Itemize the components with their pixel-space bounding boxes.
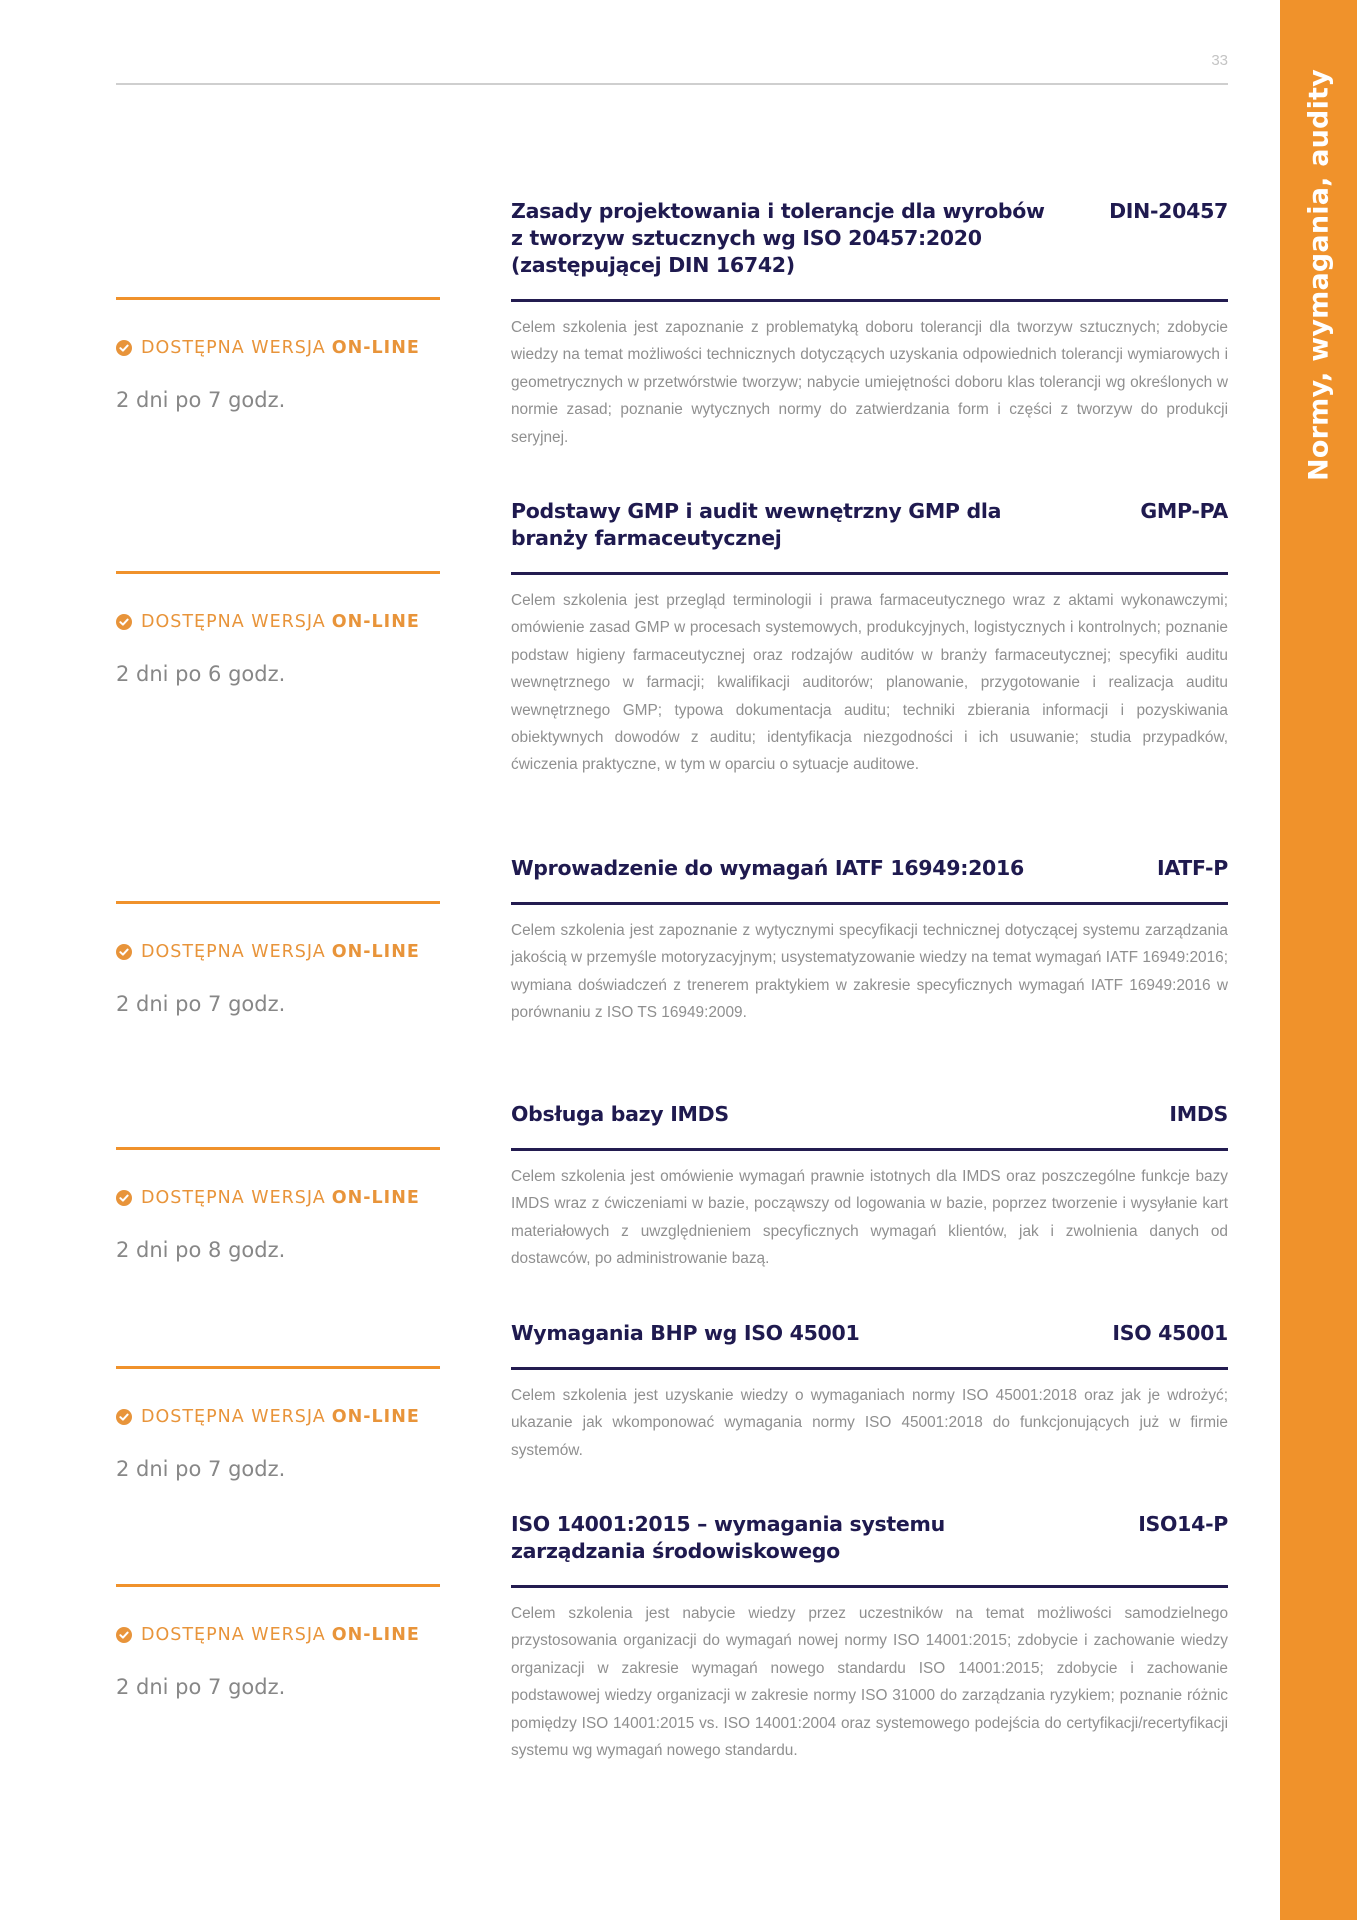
course-code: IATF-P xyxy=(1157,856,1228,880)
course-description: Celem szkolenia jest przegląd terminologii i prawa farmaceutycznego wraz z aktami wykonawczymi; omówienie zasad GMP w procesach systemowych, produkcyjnych, logistycznych i kontrolnych; poznanie podstaw higieny farmaceutycznej oraz rodzajów auditów w branży farmaceutycznej; specyfiki auditu wewnętrznego w farmacji; kwalifikacji auditorów; planowanie, przygotowanie i realizacja auditu wewnętrznego GMP; typowa dokumentacja auditu; techniki zbierania informacji i pozyskiwania obiektywnych dowodów z auditu; identyfikacja niezgodności i ich usuwanie; studia przypadków, ćwiczenia praktyczne, w tym w oparciu o sytuacje auditowe. xyxy=(511,592,1228,774)
title-divider xyxy=(511,299,1228,302)
course-code: DIN-20457 xyxy=(1109,199,1228,223)
course-duration: 2 dni po 6 godz. xyxy=(116,662,286,686)
online-label-emphasis: ON-LINE xyxy=(331,1407,420,1427)
course-code: GMP-PA xyxy=(1140,499,1228,523)
check-circle-icon xyxy=(116,1190,132,1206)
online-label-prefix: DOSTĘPNA WERSJA xyxy=(141,942,326,962)
title-divider xyxy=(511,1585,1228,1588)
course-duration: 2 dni po 8 godz. xyxy=(116,1238,286,1262)
course-title: Zasady projektowania i tolerancje dla wyrobów z tworzyw sztucznych wg ISO 20457:2020 (zastępującej DIN 16742) xyxy=(511,199,1045,277)
online-label-prefix: DOSTĘPNA WERSJA xyxy=(141,1625,326,1645)
online-availability xyxy=(116,612,440,632)
online-label-emphasis: ON-LINE xyxy=(331,338,420,358)
title-divider xyxy=(511,1148,1228,1151)
section-title: Normy, wymagania, audity xyxy=(1303,69,1335,481)
online-label-emphasis: ON-LINE xyxy=(331,942,420,962)
meta-divider xyxy=(116,297,440,300)
online-availability xyxy=(116,338,440,358)
online-label-emphasis: ON-LINE xyxy=(331,1625,420,1645)
check-circle-icon xyxy=(116,944,132,960)
online-availability xyxy=(116,1625,440,1645)
check-circle-icon xyxy=(116,1627,132,1643)
course-title: Wymagania BHP wg ISO 45001 xyxy=(511,1321,860,1345)
title-divider xyxy=(511,572,1228,575)
meta-divider xyxy=(116,571,440,574)
course-duration: 2 dni po 7 godz. xyxy=(116,1457,286,1481)
course-description: Celem szkolenia jest nabycie wiedzy przez uczestników na temat możliwości samodzielnego przystosowania organizacji do wymagań nowej normy ISO 14001:2015; zdobycie i zachowanie wiedzy organizacji w zakresie wymagań nowego standardu ISO 14001:2015; zdobycie i zachowanie podstawowej wiedzy organizacji w zakresie normy ISO 31000 do zarządzania ryzykiem; poznanie różnic pomiędzy ISO 14001:2015 vs. ISO 14001:2004 oraz systemowego podejścia do certyfikacji/recertyfikacji systemu wg wymagań nowego standardu. xyxy=(511,1605,1228,1760)
course-title: Wprowadzenie do wymagań IATF 16949:2016 xyxy=(511,856,1024,880)
course-title: ISO 14001:2015 – wymagania systemu zarządzania środowiskowego xyxy=(511,1512,945,1563)
check-circle-icon xyxy=(116,614,132,630)
online-label-emphasis: ON-LINE xyxy=(331,612,420,632)
course-duration: 2 dni po 7 godz. xyxy=(116,992,286,1016)
online-label-prefix: DOSTĘPNA WERSJA xyxy=(141,1407,326,1427)
online-availability xyxy=(116,1407,440,1427)
header-divider xyxy=(116,83,1228,85)
online-label-prefix: DOSTĘPNA WERSJA xyxy=(141,1188,326,1208)
course-title: Podstawy GMP i audit wewnętrzny GMP dla branży farmaceutycznej xyxy=(511,499,1002,550)
course-duration: 2 dni po 7 godz. xyxy=(116,1675,286,1699)
online-label-prefix: DOSTĘPNA WERSJA xyxy=(141,338,326,358)
meta-divider xyxy=(116,1147,440,1150)
course-code: ISO 45001 xyxy=(1112,1321,1228,1345)
online-label-prefix: DOSTĘPNA WERSJA xyxy=(141,612,326,632)
online-label-emphasis: ON-LINE xyxy=(331,1188,420,1208)
title-divider xyxy=(511,1367,1228,1370)
meta-divider xyxy=(116,1366,440,1369)
course-description: Celem szkolenia jest zapoznanie z wytycznymi specyfikacji technicznej dotyczącej systemu zarządzania jakością w przemyśle motoryzacyjnym; usystematyzowanie wiedzy na temat wymagań IATF 16949:2016; wymiana doświadczeń z trenerem praktykiem w zakresie specyficznych wymagań IATF 16949:2016 w porównaniu z ISO TS 16949:2009. xyxy=(511,922,1228,1022)
check-circle-icon xyxy=(116,1409,132,1425)
check-circle-icon xyxy=(116,340,132,356)
online-availability xyxy=(116,1188,440,1208)
course-code: IMDS xyxy=(1169,1102,1228,1126)
meta-divider xyxy=(116,901,440,904)
course-code: ISO14-P xyxy=(1138,1512,1228,1536)
meta-divider xyxy=(116,1584,440,1587)
online-availability xyxy=(116,942,440,962)
course-duration: 2 dni po 7 godz. xyxy=(116,388,286,412)
course-description: Celem szkolenia jest uzyskanie wiedzy o wymaganiach normy ISO 45001:2018 oraz jak je wdrożyć; ukazanie jak wkomponować wymagania normy ISO 45001:2018 do funkcjonujących już w firmie systemów. xyxy=(511,1387,1228,1459)
page-number: 33 xyxy=(1211,52,1228,69)
title-divider xyxy=(511,902,1228,905)
course-title: Obsługa bazy IMDS xyxy=(511,1102,729,1126)
course-description: Celem szkolenia jest omówienie wymagań prawnie istotnych dla IMDS oraz poszczególne funkcje bazy IMDS wraz z ćwiczeniami w bazie, począwszy od logowania w bazie, poprzez tworzenie i wysyłanie kart materiałowych z uwzględnieniem specyficznych wymagań klientów, jak i zwolnienia danych od dostawców, po administrowanie bazą. xyxy=(511,1168,1228,1268)
course-description: Celem szkolenia jest zapoznanie z problematyką doboru tolerancji dla tworzyw sztucznych; zdobycie wiedzy na temat możliwości technicznych dotyczących uzyskania odpowiednich tolerancji wymiarowych i geometrycznych w przetwórstwie tworzyw; nabycie umiejętności doboru klas tolerancji wg określonych w normie zasad; poznanie wytycznych normy do zatwierdzania form i części z tworzyw do produkcji seryjnej. xyxy=(511,319,1228,446)
